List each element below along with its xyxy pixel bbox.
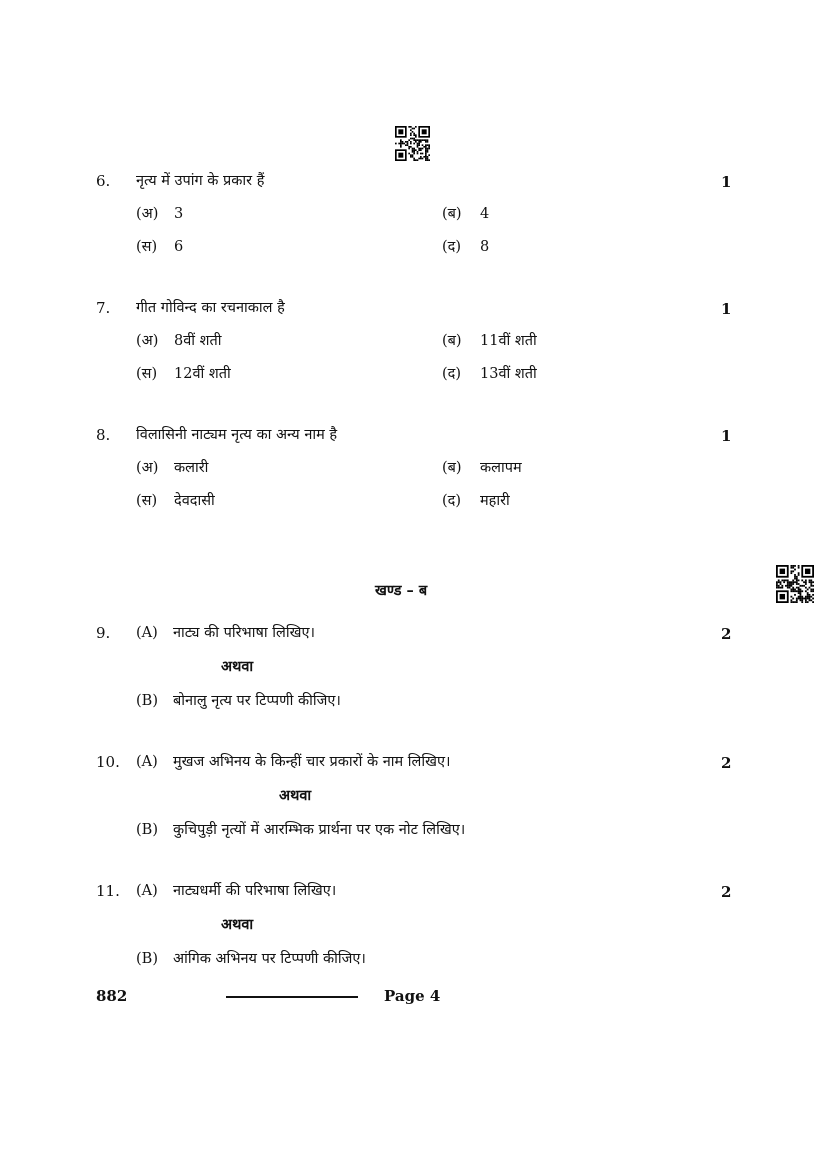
part-b-label: (B)	[136, 822, 158, 838]
question-text: नृत्य में उपांग के प्रकार हैं	[136, 173, 265, 189]
option-label: (द)	[442, 366, 462, 382]
footer-rule	[226, 996, 358, 998]
part-a-text: नाट्य की परिभाषा लिखिए।	[173, 625, 315, 641]
qr-code-side	[776, 565, 814, 603]
option-text: 12वीं शती	[174, 366, 231, 382]
question-marks: 1	[721, 173, 732, 191]
question-number: 9.	[96, 624, 111, 642]
part-b-label: (B)	[136, 693, 158, 709]
option-text: 8वीं शती	[174, 333, 222, 349]
option-label: (द)	[442, 493, 462, 509]
question-marks: 1	[721, 300, 732, 318]
question-number: 7.	[96, 299, 111, 317]
qr-code-top	[395, 126, 430, 161]
option-text: 6	[174, 239, 184, 255]
question-text: गीत गोविन्द का रचनाकाल है	[136, 300, 285, 316]
question-number: 11.	[96, 882, 120, 900]
option-text: 8	[480, 239, 490, 255]
option-text: देवदासी	[174, 493, 215, 509]
question-marks: 1	[721, 427, 732, 445]
or-separator: अथवा	[221, 658, 254, 675]
part-b-text: कुचिपुड़ी नृत्यों में आरम्भिक प्रार्थना पर एक नोट लिखिए।	[173, 822, 466, 838]
page-number: Page 4	[384, 987, 441, 1005]
part-b-text: आंगिक अभिनय पर टिप्पणी कीजिए।	[173, 951, 366, 967]
option-label: (स)	[136, 366, 158, 382]
option-label: (अ)	[136, 206, 159, 222]
option-label: (स)	[136, 239, 158, 255]
option-text: 13वीं शती	[480, 366, 537, 382]
part-a-text: मुखज अभिनय के किन्हीं चार प्रकारों के नाम लिखिए।	[173, 754, 451, 770]
section-heading: खण्ड – ब	[375, 582, 428, 599]
option-text: 3	[174, 206, 184, 222]
option-label: (ब)	[442, 206, 462, 222]
or-separator: अथवा	[279, 787, 312, 804]
option-label: (द)	[442, 239, 462, 255]
question-text: विलासिनी नाट्यम नृत्य का अन्य नाम है	[136, 427, 338, 443]
part-a-label: (A)	[136, 754, 158, 770]
paper-code: 882	[96, 987, 128, 1005]
option-text: 11वीं शती	[480, 333, 537, 349]
part-a-label: (A)	[136, 625, 158, 641]
or-separator: अथवा	[221, 916, 254, 933]
question-number: 8.	[96, 426, 111, 444]
question-number: 10.	[96, 753, 120, 771]
question-marks: 2	[721, 754, 732, 772]
part-b-text: बोनालु नृत्य पर टिप्पणी कीजिए।	[173, 693, 341, 709]
option-text: कलापम	[480, 460, 522, 476]
option-label: (अ)	[136, 460, 159, 476]
part-a-text: नाट्यधर्मी की परिभाषा लिखिए।	[173, 883, 337, 899]
option-label: (ब)	[442, 333, 462, 349]
part-a-label: (A)	[136, 883, 158, 899]
option-label: (ब)	[442, 460, 462, 476]
option-label: (स)	[136, 493, 158, 509]
part-b-label: (B)	[136, 951, 158, 967]
option-text: महारी	[480, 493, 510, 509]
question-marks: 2	[721, 883, 732, 901]
question-marks: 2	[721, 625, 732, 643]
question-number: 6.	[96, 172, 111, 190]
option-text: कलारी	[174, 460, 209, 476]
option-label: (अ)	[136, 333, 159, 349]
option-text: 4	[480, 206, 490, 222]
